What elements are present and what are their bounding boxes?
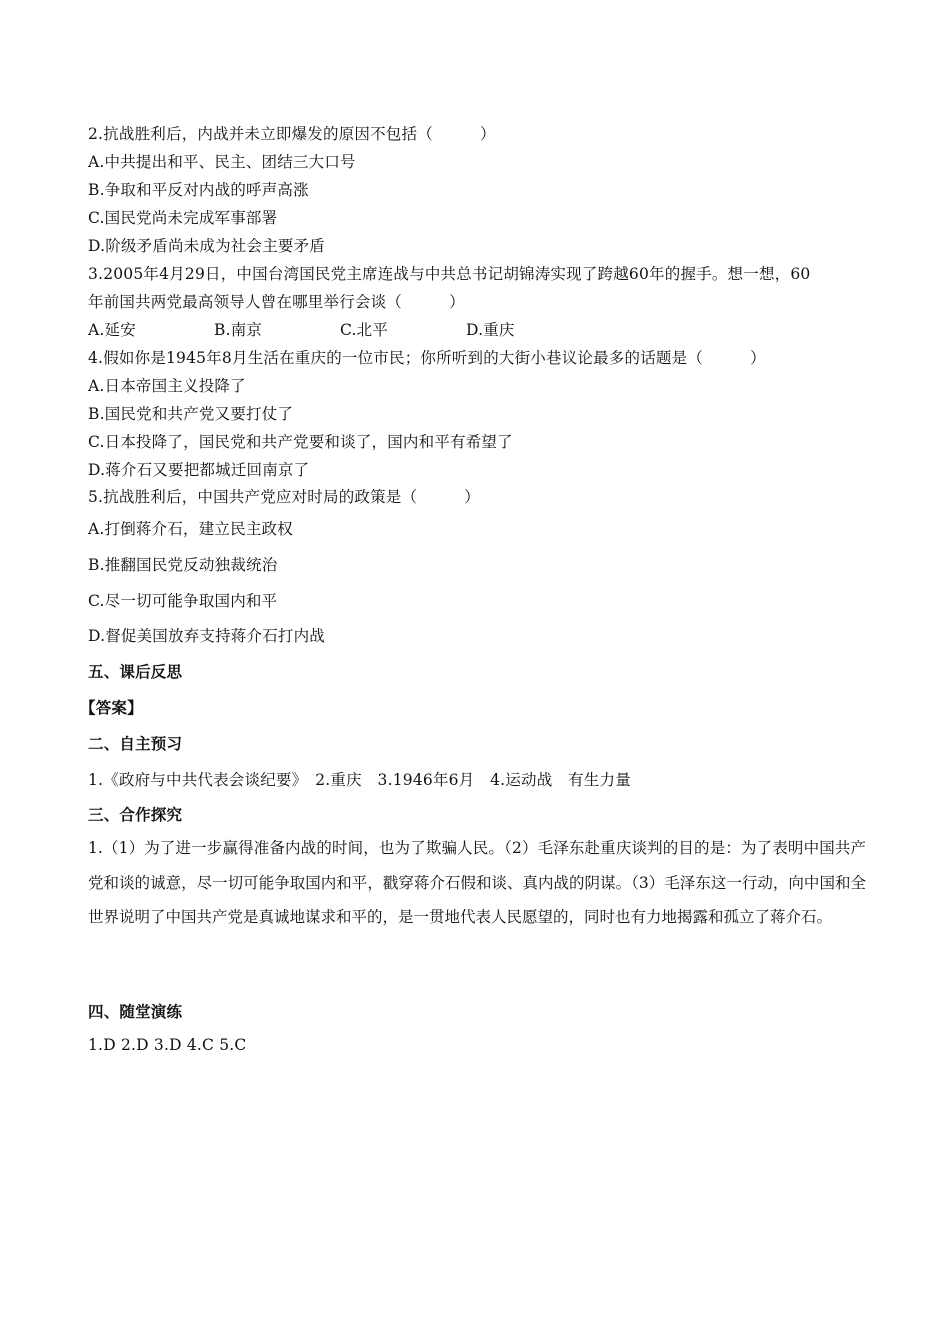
- options-row: [88, 318, 592, 340]
- option-a: A.日本帝国主义投降了: [88, 377, 246, 395]
- question-stem-line2: 年前国共两党最高领导人曾在哪里举行会谈（ ）: [88, 293, 465, 311]
- option-b: B.南京: [214, 321, 263, 339]
- option-a: A.中共提出和平、民主、团结三大口号: [88, 153, 356, 171]
- question-stem: 2.抗战胜利后，内战并未立即爆发的原因不包括（ ）: [88, 125, 496, 143]
- option-d: D.阶级矛盾尚未成为社会主要矛盾: [88, 237, 326, 255]
- option-d: D.蒋介石又要把都城迁回南京了: [88, 461, 310, 479]
- question-stem: 5.抗战胜利后，中国共产党应对时局的政策是（ ）: [88, 488, 480, 506]
- question-stem-line1: 3.2005年4月29日，中国台湾国民党主席连战与中共总书记胡锦涛实现了跨越60年的握手。想一想，60: [88, 265, 811, 283]
- section-heading-reflection: 五、课后反思: [88, 663, 183, 681]
- question-stem: 4.假如你是1945年8月生活在重庆的一位市民；你所听到的大街小巷议论最多的话题是（ ）: [88, 349, 766, 367]
- option-c: C.尽一切可能争取国内和平: [88, 592, 278, 610]
- option-c: C.国民党尚未完成军事部署: [88, 209, 278, 227]
- option-d: D.督促美国放弃支持蒋介石打内战: [88, 627, 326, 645]
- option-a: A.打倒蒋介石，建立民主政权: [88, 520, 293, 538]
- option-c: C.北平: [340, 321, 389, 339]
- option-b: B.国民党和共产党又要打仗了: [88, 405, 294, 423]
- preview-answer: 1.《政府与中共代表会谈纪要》 2.重庆 3.1946年6月 4.运动战 有生力量: [88, 771, 631, 789]
- section-heading-preview: 二、自主预习: [88, 735, 183, 753]
- option-c: C.日本投降了，国民党和共产党要和谈了，国内和平有希望了: [88, 433, 513, 451]
- option-a: A.延安: [88, 321, 136, 339]
- option-d: D.重庆: [466, 321, 515, 339]
- practice-answer: 1.D 2.D 3.D 4.C 5.C: [88, 1036, 247, 1054]
- option-b: B.争取和平反对内战的呼声高涨: [88, 181, 309, 199]
- answers-heading: 【答案】: [80, 699, 143, 717]
- section-heading-inquiry: 三、合作探究: [88, 806, 183, 824]
- option-b: B.推翻国民党反动独裁统治: [88, 556, 278, 574]
- inquiry-answer: 1.（1）为了进一步赢得准备内战的时间，也为了欺骗人民。（2）毛泽东赴重庆谈判的目的是：为了表明中国共产党和谈的诚意，尽一切可能争取国内和平，戳穿蒋介石假和谈、真内战的阴谋。（3）毛泽东这一行动，向中国和全世界说明了中国共产党是真诚地谋求和平的，是一贯地代表人民愿望的，同时也有力地揭露和孤立了蒋介石。: [88, 839, 866, 926]
- section-heading-practice: 四、随堂演练: [88, 1003, 183, 1021]
